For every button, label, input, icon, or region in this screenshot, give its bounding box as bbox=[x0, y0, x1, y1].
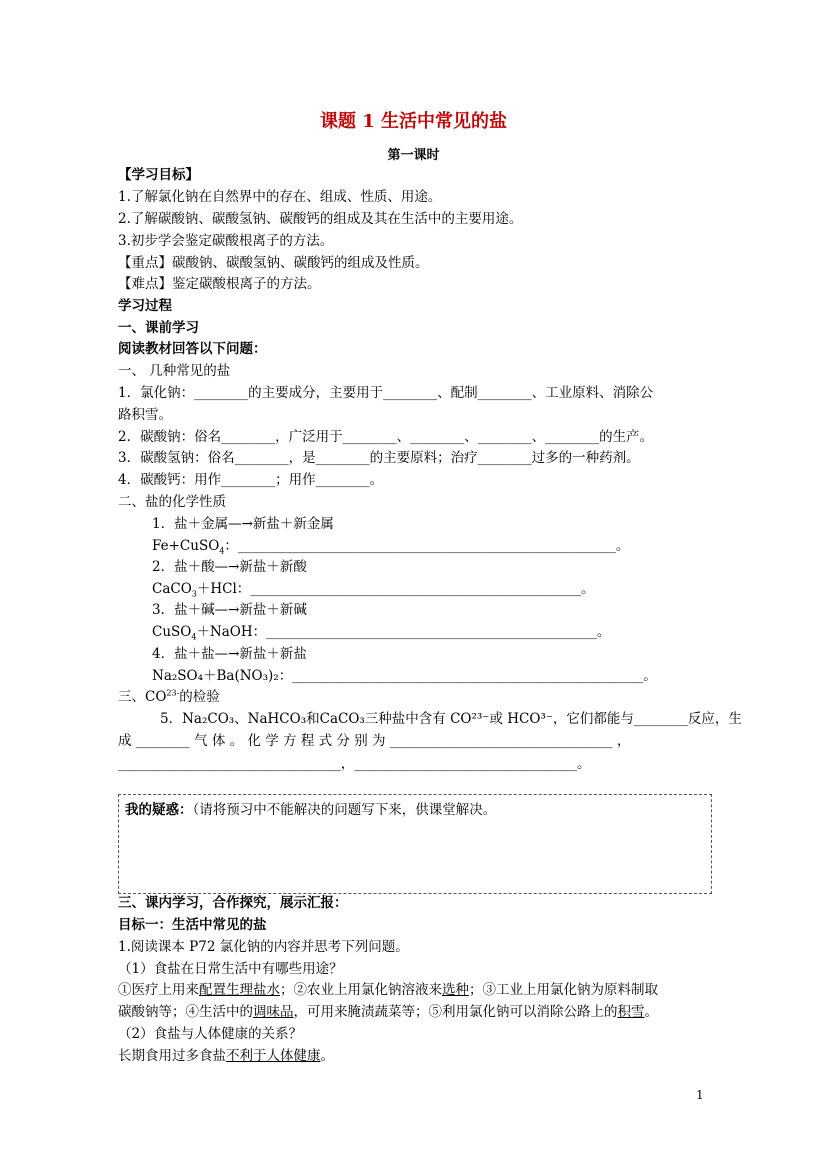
page-title: 课题 1 生活中常见的盐 bbox=[319, 111, 508, 132]
reaction-equation-3: CuSO$_4$＋NaOH：_________________________________________________。 bbox=[152, 624, 611, 642]
target-1-a2: 长期食用过多食盐不利于人体健康。 bbox=[118, 1048, 334, 1064]
key-point: 【重点】碳酸钠、碳酸氢钠、碳酸钙的组成及性质。 bbox=[118, 255, 429, 271]
section3-header: 三、$CO^{23-}$的检验 bbox=[118, 688, 220, 705]
reaction-equation-1: Fe+CuSO$_4$：________________________________________________________。 bbox=[152, 538, 630, 556]
part3-header: 三、课内学习，合作探究，展示汇报： bbox=[118, 895, 348, 911]
target-1-question: 1.阅读课本 P72 氯化钠的内容并思考下列问题。 bbox=[118, 939, 409, 955]
section1-header: 一、 几种常见的盐 bbox=[118, 363, 231, 379]
page-number: 1 bbox=[696, 1088, 704, 1102]
reaction-rule-2: 2．盐＋酸—→新盐＋新酸 bbox=[152, 559, 307, 575]
goal-item: 1.了解氯化钠在自然界中的存在、组成、性质、用途。 bbox=[118, 189, 442, 205]
question-5: 5．Na₂CO₃、NaHCO₃和CaCO₃三种盐中含有 CO²³⁻或 HCO³⁻，它们都能与________反应，生 bbox=[160, 711, 742, 727]
question-1-cont: 路积雪。 bbox=[118, 407, 172, 423]
reaction-rule-3: 3．盐＋碱—→新盐＋新碱 bbox=[152, 602, 307, 618]
process-header: 学习过程 bbox=[118, 298, 172, 314]
reaction-rule-4: 4．盐＋盐—→新盐＋新盐 bbox=[152, 646, 307, 662]
doubt-text: 我的疑惑：（请将预习中不能解决的问题写下来，供课堂解决。 bbox=[125, 802, 497, 818]
question-1: 1．氯化钠：________的主要成分，主要用于________、配制________、工业原料、消除公 bbox=[118, 385, 654, 401]
doubt-box bbox=[118, 794, 712, 894]
question-2: 2．碳酸钠：俗名________，广泛用于________、________、________、________的生产。 bbox=[118, 429, 654, 445]
lesson-subtitle: 第一课时 bbox=[387, 148, 440, 163]
goal-item: 2.了解碳酸钠、碳酸氢钠、碳酸钙的组成及其在生活中的主要用途。 bbox=[118, 211, 523, 227]
target-1-header: 目标一：生活中常见的盐 bbox=[118, 917, 267, 933]
target-1-q2: （2）食盐与人体健康的关系？ bbox=[118, 1026, 303, 1042]
goal-item: 3.初步学会鉴定碳酸根离子的方法。 bbox=[118, 233, 334, 249]
question-5-cont2: _________________________________，_________________________________。 bbox=[118, 756, 591, 772]
reaction-rule-1: 1．盐＋金属—→新盐＋新金属 bbox=[152, 516, 334, 532]
target-1-a1-cont: 碳酸钠等；④生活中的调味品，可用来腌渍蔬菜等；⑤利用氯化钠可以消除公路上的积雪。 bbox=[118, 1004, 658, 1020]
goals-header: 【学习目标】 bbox=[118, 167, 199, 183]
part1-header: 一、课前学习 bbox=[118, 320, 199, 336]
question-5-cont: 成 ________ 气 体 。 化 学 方 程 式 分 别 为 _________________________________ ， bbox=[118, 733, 631, 749]
reaction-equation-4: Na₂SO₄＋Ba(NO₃)₂：____________________________________________________。 bbox=[152, 668, 657, 684]
question-4: 4．碳酸钙：用作________；用作________。 bbox=[118, 472, 384, 488]
difficult-point: 【难点】鉴定碳酸根离子的方法。 bbox=[118, 276, 321, 292]
section2-header: 二、盐的化学性质 bbox=[118, 494, 226, 510]
question-3: 3．碳酸氢钠：俗名________，是________的主要原料；治疗________过多的一种药剂。 bbox=[118, 450, 640, 466]
reaction-equation-2: CaCO$_3$＋HCl：_________________________________________________。 bbox=[152, 581, 595, 599]
target-1-a1: ①医疗上用来配置生理盐水；②农业上用氯化钠溶液来选种；③工业上用氯化钠为原料制取 bbox=[118, 982, 658, 998]
target-1-q1: （1）食盐在日常生活中有哪些用途？ bbox=[118, 961, 343, 977]
read-header: 阅读教材回答以下问题： bbox=[118, 341, 267, 357]
